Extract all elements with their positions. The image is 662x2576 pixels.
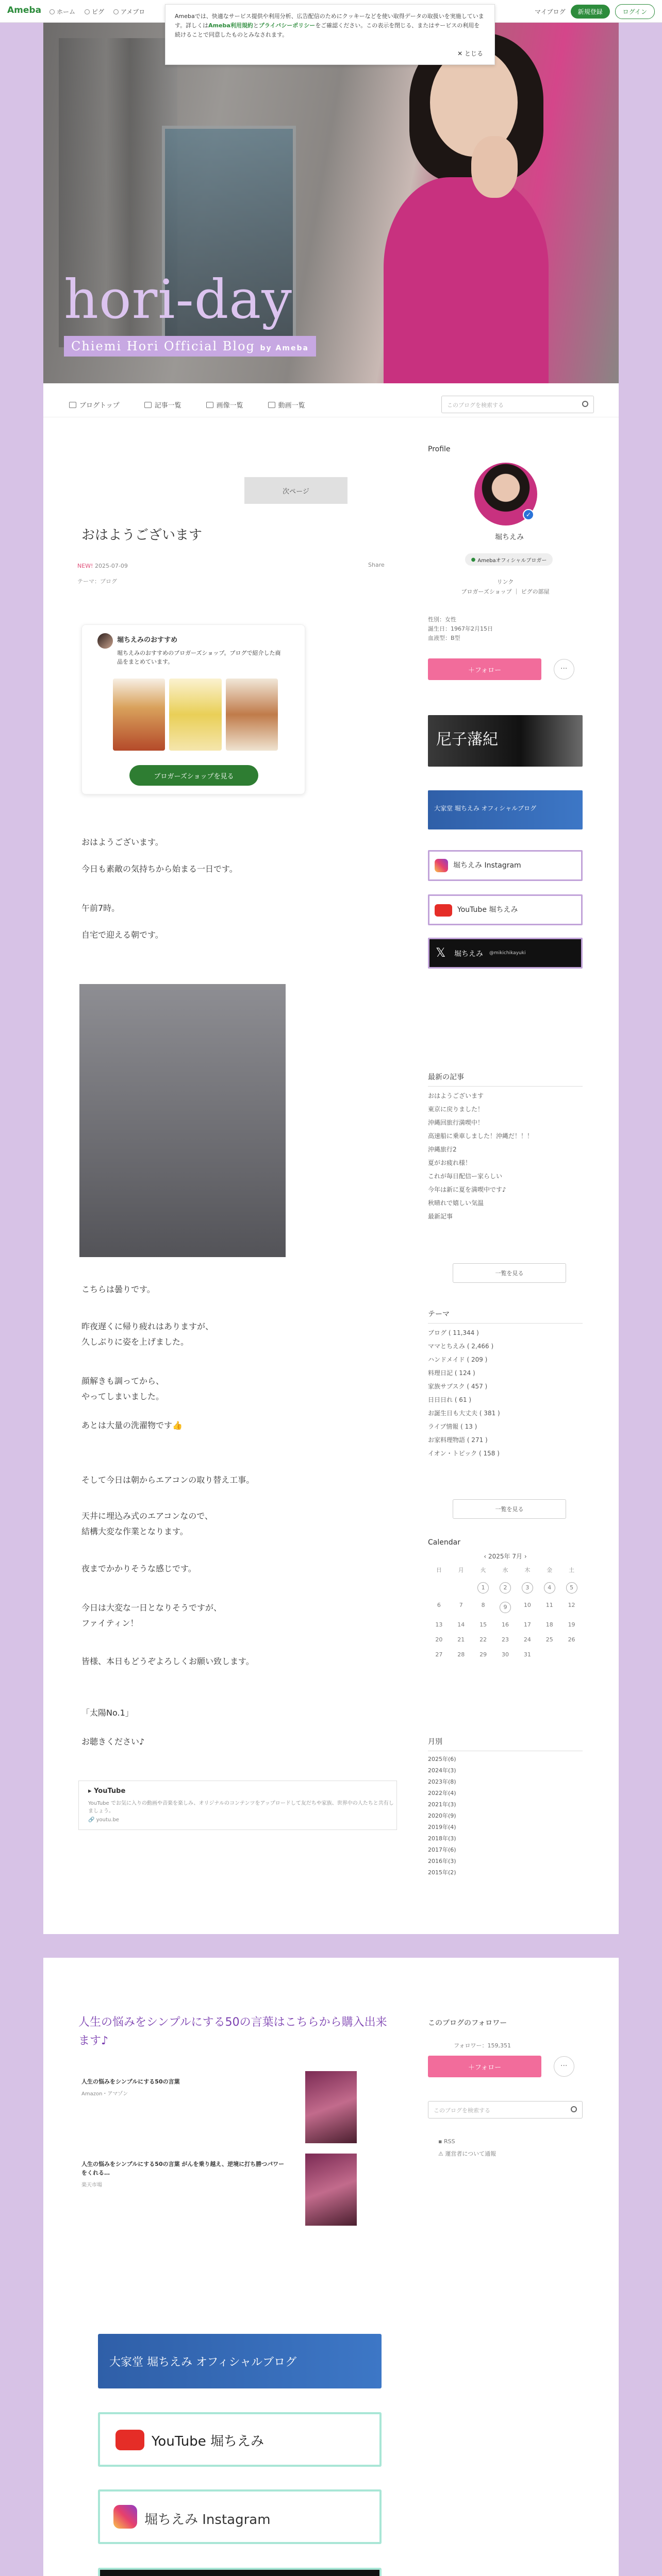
archive-heading: 月別 (428, 1738, 442, 1746)
recent-item[interactable]: 今年は新に夏を満喫中です♪ (428, 1186, 506, 1193)
theme-item[interactable]: お誕生日も大丈夫 ( 381 ) (428, 1410, 500, 1417)
calendar-day[interactable]: 3 (522, 1582, 533, 1594)
reco-head: 堀ちえみのおすすめ (117, 636, 178, 644)
calendar-day[interactable]: 12 (568, 1602, 575, 1608)
calendar-day[interactable]: 13 (435, 1621, 443, 1628)
reco-desc: 堀ちえみのおすすめのブロガーズショップ。ブログで紹介した商品をまとめています。 (117, 650, 281, 665)
product-image[interactable] (113, 679, 165, 751)
calendar-day[interactable]: 5 (566, 1582, 577, 1594)
ameblo-icon (113, 9, 119, 14)
profile-heading: Profile (428, 445, 451, 453)
calendar-day[interactable]: 17 (523, 1621, 531, 1628)
theme-item[interactable]: ブログ ( 11,344 ) (428, 1329, 479, 1336)
calendar-day[interactable]: 4 (544, 1582, 555, 1594)
archive-item[interactable]: 2024年(3) (428, 1767, 456, 1774)
paragraph: あとは大量の洗濯物です👍 (81, 1420, 183, 1430)
calendar-grid: 日 月 火 水 木 金 土 1 2 3 4 5 6 7 8 9 10 11 12 13 14 15 16 17 18 19 20 21 22 23 24 25 26 27 28 29 30 31 (428, 1566, 583, 1658)
archive-item[interactable]: 2018年(3) (428, 1835, 456, 1842)
official-link[interactable]: リンク (496, 579, 514, 585)
instagram-icon (113, 2505, 137, 2529)
youtube-icon (115, 2430, 144, 2450)
archive-item[interactable]: 2017年(6) (428, 1846, 456, 1853)
top-nav (49, 7, 145, 16)
nav-video-list[interactable]: 動画一覧 (268, 400, 305, 410)
follow-button[interactable]: ＋ フォロー (428, 658, 541, 680)
calendar-day[interactable]: 2 (500, 1582, 511, 1594)
calendar-day[interactable]: 23 (501, 1636, 509, 1643)
reco-products[interactable] (113, 679, 278, 751)
theme-item[interactable]: 家族サブスク ( 457 ) (428, 1383, 488, 1390)
blog-search-input[interactable]: このブログを検索する (441, 396, 594, 413)
instagram-banner-large[interactable]: 堀ちえみ Instagram (98, 2489, 382, 2544)
calendar-day[interactable]: 9 (500, 1602, 511, 1613)
calendar-day[interactable]: 19 (568, 1621, 575, 1628)
paragraph: ファイティン！ (81, 1618, 139, 1628)
paragraph: 今日は大変な一日となりそうですが、 (81, 1603, 222, 1613)
profile-name[interactable]: 堀ちえみ (495, 533, 524, 541)
article-photo-sky[interactable] (79, 984, 286, 1257)
archive-item[interactable]: 2019年(4) (428, 1824, 456, 1831)
youtube-icon (435, 904, 452, 917)
calendar-day[interactable]: 15 (479, 1621, 487, 1628)
article-date: NEW! 2025-07-09 (77, 563, 128, 569)
report-link[interactable]: ⚠ 運営者について通報 (438, 2150, 496, 2157)
paragraph: やってしまいました。 (81, 1392, 164, 1401)
recent-item[interactable]: 高速船に乗車しました！沖縄だ！！！ (428, 1132, 534, 1140)
paragraph: 「太陽No.1」 (81, 1708, 134, 1718)
recent-item[interactable]: 夏がお疲れ様！ (428, 1159, 472, 1166)
recent-item[interactable]: 沖縄旅行2 (428, 1146, 457, 1153)
shop-recommend-card (81, 624, 305, 794)
archive-item[interactable]: 2015年(2) (428, 1869, 456, 1876)
archive-item[interactable]: 2023年(8) (428, 1778, 456, 1785)
theme-item[interactable]: ママとちえみ ( 2,466 ) (428, 1343, 494, 1350)
archive-item[interactable]: 2022年(4) (428, 1790, 456, 1797)
calendar-day[interactable]: 8 (481, 1602, 485, 1608)
recent-more-button[interactable]: 一覧を見る (453, 1263, 566, 1283)
calendar-day (450, 1582, 472, 1594)
theme-item[interactable]: お家料理物語 ( 271 ) (428, 1436, 488, 1444)
paragraph: 久しぶりに姿を上げました。 (81, 1337, 189, 1347)
recent-item[interactable]: 東京に戻りました！ (428, 1106, 484, 1113)
rss-link[interactable]: ▪ RSS (438, 2138, 455, 2145)
paragraph: 顔解きも調ってから、 (81, 1376, 164, 1386)
paragraph: おはようございます。 (81, 837, 163, 847)
calendar-day (538, 1651, 560, 1658)
theme-list (428, 1326, 583, 1460)
x-banner[interactable]: 𝕏 堀ちえみ @mikichikayuki (428, 938, 583, 969)
terms-link[interactable]: Ameba利用規約 (208, 22, 253, 29)
recent-list (428, 1089, 583, 1223)
search-input-2[interactable]: このブログを検索する (428, 2101, 583, 2119)
nav-article-list[interactable]: 記事一覧 (144, 400, 181, 410)
blog-title[interactable]: hori-day (64, 268, 293, 331)
theme-item[interactable]: イオン・トピック ( 158 ) (428, 1450, 500, 1457)
signup-button[interactable]: 新規登録 (571, 5, 610, 19)
product-image[interactable] (226, 679, 278, 751)
calendar-day[interactable]: 18 (545, 1621, 553, 1628)
instagram-icon (435, 859, 448, 872)
product-image[interactable] (169, 679, 221, 751)
cookie-notice: Amebaでは、快適なサービス提供や利用分析、広告配信のためにクッキーなどを使い取得データの取扱いを実施しています。詳しくはAmeba利用規約とプライバシーポリシーをご確認ください。この表示を閉じる、またはサービスの利用を続けることで同意したものとみなされます。 ✕ とじる (165, 4, 495, 65)
search-icon[interactable] (571, 2106, 577, 2112)
shop-link[interactable]: ブロガーズショップ (461, 588, 512, 595)
profile-stats: 性別：女性 誕生日：1967年2月15日 血液型：B型 (428, 616, 493, 641)
calendar-day[interactable]: 11 (545, 1602, 553, 1608)
nav-ameblo[interactable]: アメブロ (113, 7, 145, 16)
theme-item[interactable]: ハンドメイド ( 209 ) (428, 1356, 488, 1363)
calendar-day[interactable]: 7 (459, 1602, 463, 1608)
calendar-heading: Calendar (428, 1538, 460, 1547)
x-banner-large[interactable] (98, 2568, 382, 2576)
nav-image-list[interactable]: 画像一覧 (206, 400, 243, 410)
blog-subtitle: Chiemi Hori Official Blog by Ameba (64, 336, 316, 357)
calendar-day[interactable]: 14 (457, 1621, 465, 1628)
theme-item[interactable]: 料理日記 ( 124 ) (428, 1369, 475, 1377)
recent-item[interactable]: 秋晴れで嬉しい気温 (428, 1199, 484, 1207)
x-icon: 𝕏 (436, 945, 446, 960)
my-blog-link[interactable]: マイブログ (535, 8, 566, 15)
avatar (97, 633, 113, 649)
youtube-url: 🔗 youtu.be (88, 1817, 119, 1823)
content-panel-lower (43, 1958, 619, 2576)
archive-item[interactable]: 2020年(9) (428, 1812, 456, 1819)
list-icon (144, 402, 152, 408)
ad-item[interactable]: 人生の悩みをシンプルにする50の言葉 Amazon・アマゾン (81, 2078, 180, 2097)
recent-item[interactable]: これが毎日配信ー家らしい (428, 1173, 503, 1180)
calendar-day (428, 1582, 450, 1594)
search-icon[interactable] (582, 401, 588, 407)
paragraph: 天井に埋込み式のエアコンなので、 (81, 1511, 213, 1521)
followers-heading: このブログのフォロワー (428, 2019, 507, 2027)
paragraph: 夜までかかりそうな感じです。 (81, 1564, 196, 1573)
ad-item[interactable]: 人生の悩みをシンプルにする50の言葉 がんを乗り越え、逆境に打ち勝つパワーをくれる… 楽天市場 (81, 2161, 285, 2188)
next-page-button[interactable]: 次ページ (244, 477, 347, 504)
calendar-day[interactable]: 31 (523, 1651, 531, 1658)
cookie-close-button[interactable]: ✕ とじる (457, 50, 483, 57)
share-button[interactable]: Share (368, 562, 385, 568)
shop-cta-button[interactable]: ブロガーズショップを見る (129, 765, 258, 786)
calendar-day[interactable]: 25 (545, 1636, 553, 1643)
room-link[interactable]: ピグの部屋 (521, 588, 550, 595)
archive-item[interactable]: 2016年(3) (428, 1858, 456, 1865)
camera-icon (206, 402, 213, 408)
profile-links: リンク ブロガーズショップ ｜ ピグの部屋 (428, 577, 583, 597)
article-theme: テーマ：ブログ (77, 578, 117, 585)
book-cover-image[interactable] (305, 2154, 357, 2226)
youtube-banner[interactable]: YouTube 堀ちえみ (428, 894, 583, 925)
official-blog-banner[interactable]: 大家堂 堀ちえみ オフィシャルブログ (428, 790, 583, 829)
book-banner[interactable]: 尼子藩紀 (428, 715, 583, 767)
calendar-day[interactable]: 28 (457, 1651, 465, 1658)
calendar-day[interactable]: 16 (501, 1621, 509, 1628)
calendar-day[interactable]: 1 (477, 1582, 489, 1594)
top-actions (535, 4, 655, 19)
more-menu-icon[interactable]: ··· (554, 659, 574, 680)
theme-item[interactable]: 日日日れ ( 61 ) (428, 1396, 472, 1403)
paragraph: 皆様、本日もどうぞよろしくお願い致します。 (81, 1656, 254, 1666)
calendar-day[interactable]: 30 (501, 1651, 509, 1658)
youtube-banner-large[interactable]: YouTube 堀ちえみ (98, 2412, 382, 2467)
instagram-banner[interactable]: 堀ちえみ Instagram (428, 850, 583, 881)
archive-item[interactable]: 2025年(6) (428, 1756, 456, 1762)
recent-item[interactable]: 沖縄回旅行満喫中！ (428, 1119, 484, 1126)
calendar-day[interactable]: 27 (435, 1651, 443, 1658)
calendar-month: ‹ 2025年 7月 › (484, 1553, 527, 1560)
pigg-icon (85, 9, 90, 14)
article-title[interactable]: おはようございます (81, 528, 203, 543)
calendar (428, 1552, 583, 1658)
recent-heading: 最新の記事 (428, 1073, 464, 1081)
followers-count[interactable]: フォロワー：159,351 (454, 2042, 511, 2049)
paragraph: そして今日は朝からエアコンの取り替え工事。 (81, 1475, 255, 1485)
calendar-day[interactable]: 6 (437, 1602, 441, 1608)
verified-icon: ✓ (523, 509, 534, 520)
calendar-day[interactable]: 21 (457, 1636, 465, 1643)
nav-blog-top[interactable]: ブログトップ (69, 400, 120, 410)
paragraph: お聴きください♪ (81, 1737, 145, 1747)
theme-link[interactable]: ブログ (100, 578, 117, 585)
theme-heading: テーマ (428, 1310, 450, 1318)
header-portrait (373, 33, 549, 383)
calendar-day[interactable]: 29 (479, 1651, 487, 1658)
video-icon (268, 402, 275, 408)
login-button[interactable]: ログイン (615, 4, 655, 19)
calendar-day[interactable]: 26 (568, 1636, 575, 1643)
archive-item[interactable]: 2021年(3) (428, 1801, 456, 1808)
official-blogger-badge[interactable]: ● Amebaオフィシャルブロガー (465, 553, 553, 566)
youtube-embed-card[interactable] (78, 1781, 397, 1830)
paragraph: 昨夜遅くに帰り疲れはありますが、 (81, 1321, 214, 1331)
paragraph: 結構大変な作業となります。 (81, 1527, 188, 1536)
theme-more-button[interactable]: 一覧を見る (453, 1499, 566, 1519)
more-menu-icon[interactable]: ··· (554, 2056, 574, 2077)
calendar-day (560, 1651, 583, 1658)
nav-pigg[interactable]: ピグ (85, 7, 104, 16)
paragraph: 今日も素敵の気持ちから始まる一日です。 (81, 864, 238, 874)
youtube-desc: YouTube でお気に入りの動画や音楽を楽しみ、オリジナルのコンテンツをアップロードして友だちや家族、世界中の人たちと共有しましょう。 (88, 1801, 394, 1814)
ameba-logo[interactable]: Ameba (7, 5, 42, 15)
youtube-title: ▸ YouTube (88, 1787, 126, 1795)
official-blog-banner-large[interactable]: 大家堂 堀ちえみ オフィシャルブログ (98, 2334, 382, 2388)
calendar-day[interactable]: 10 (523, 1602, 531, 1608)
nav-home[interactable]: ホーム (49, 7, 75, 16)
calendar-day[interactable]: 24 (523, 1636, 531, 1643)
book-ad-title: 人生の悩みをシンプルにする50の言葉はこちらから購入出来ます♪ (78, 2016, 387, 2047)
paragraph: 午前7時。 (81, 903, 120, 913)
home-icon (49, 9, 55, 14)
calendar-day[interactable]: 22 (479, 1636, 487, 1643)
calendar-day[interactable]: 20 (435, 1636, 443, 1643)
book-cover-image[interactable] (305, 2071, 357, 2143)
recent-item[interactable]: おはようございます (428, 1092, 484, 1099)
privacy-link[interactable]: プライバシーポリシー (258, 22, 316, 29)
paragraph: こちらは曇りです。 (81, 1284, 155, 1294)
home-icon (69, 402, 76, 408)
follow-button-2[interactable]: ＋ フォロー (428, 2056, 541, 2077)
theme-item[interactable]: ライブ情報 ( 13 ) (428, 1423, 477, 1430)
paragraph: 自宅で迎える朝です。 (81, 930, 163, 940)
archive-list (428, 1754, 583, 1878)
recent-item[interactable]: 最新記事 (428, 1213, 453, 1220)
